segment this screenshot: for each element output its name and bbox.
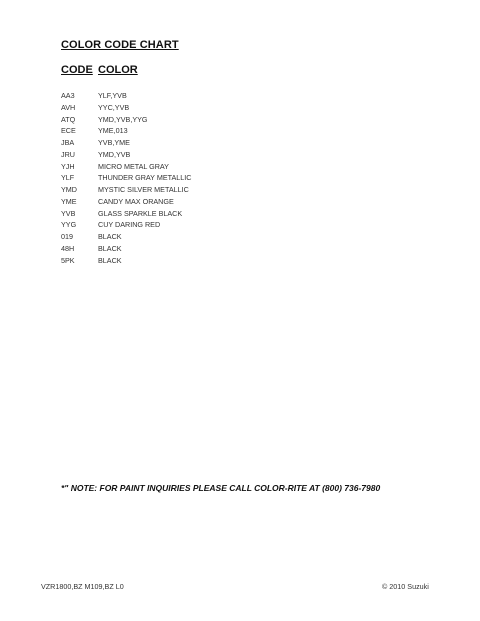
table-row [61, 102, 401, 114]
table-row [61, 161, 401, 173]
row-code: YYG [61, 220, 77, 230]
row-color: MICRO METAL GRAY [98, 161, 169, 171]
document-title: COLOR CODE CHART [61, 39, 179, 51]
row-color: YMD,YVB [98, 149, 131, 159]
row-code: AVH [61, 102, 76, 112]
table-row [61, 255, 401, 267]
table-row [61, 196, 401, 208]
table-row [61, 219, 401, 231]
row-color: GLASS SPARKLE BLACK [98, 208, 183, 218]
table-row [61, 208, 401, 220]
row-code: 019 [61, 232, 73, 241]
row-color: CUY DARING RED [98, 220, 161, 230]
color-code-table [61, 90, 401, 266]
row-code: YMD [61, 185, 77, 194]
row-code: AA3 [61, 91, 75, 100]
footer-copyright: © 2010 Suzuki [382, 582, 429, 591]
row-color: YVB,YME [98, 138, 130, 147]
row-code: 48H [61, 243, 75, 253]
row-code: YJH [61, 161, 75, 171]
row-color: BLACK [98, 255, 122, 265]
row-color: BLACK [98, 232, 122, 241]
table-row [61, 149, 401, 161]
table-row [61, 243, 401, 255]
table-row [61, 137, 401, 149]
footer-model-info: VZR1800,BZ M109,BZ L0 [41, 582, 124, 591]
table-row [61, 114, 401, 126]
paint-inquiry-note: *" NOTE: FOR PAINT INQUIRIES PLEASE CALL COLOR-RITE AT (800) 736-7980 [61, 483, 381, 493]
code-column-header: CODE [61, 64, 93, 76]
row-code: ATQ [61, 114, 76, 124]
table-row [61, 172, 401, 184]
row-color: YME,013 [98, 126, 128, 136]
color-column-header: COLOR [98, 64, 138, 76]
row-code: 5PK [61, 255, 75, 265]
table-row [61, 90, 401, 102]
row-color: THUNDER GRAY METALLIC [98, 173, 192, 183]
table-row [61, 125, 401, 137]
row-code: JRU [61, 149, 75, 159]
table-row [61, 231, 401, 243]
row-color: MYSTIC SILVER METALLIC [98, 185, 189, 194]
row-code: JBA [61, 138, 75, 147]
row-code: YME [61, 196, 77, 206]
row-color: CANDY MAX ORANGE [98, 196, 174, 206]
row-color: YMD,YVB,YYG [98, 114, 148, 124]
table-row [61, 184, 401, 196]
row-color: YLF,YVB [98, 91, 127, 100]
row-color: YYC,YVB [98, 102, 130, 112]
row-code: YVB [61, 208, 76, 218]
row-color: BLACK [98, 243, 122, 253]
row-code: ECE [61, 126, 76, 136]
row-code: YLF [61, 173, 75, 183]
